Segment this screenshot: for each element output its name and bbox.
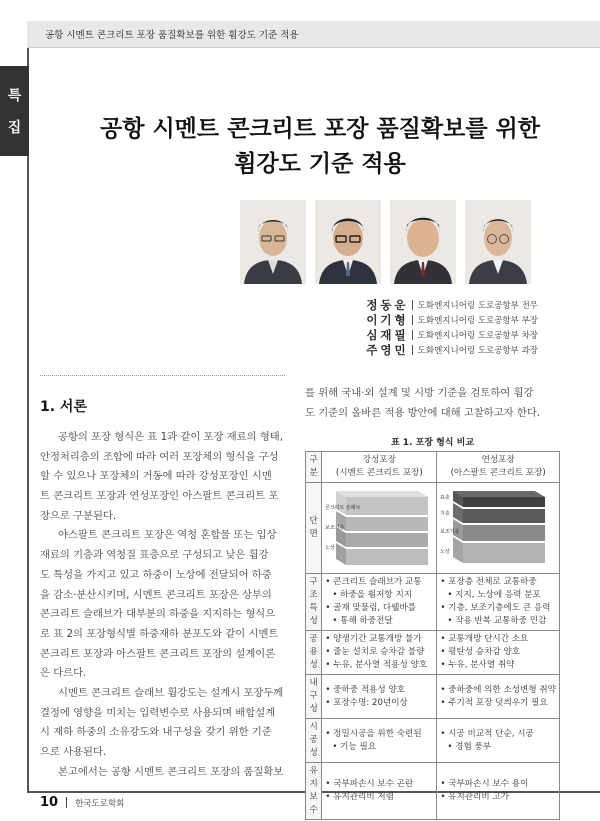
cell-item: • 교통개방 단시간 소요 [440,633,556,646]
cell-item-cont [325,741,433,754]
header-flexible-line1: 연성포장 [481,455,515,465]
row-category: 공용성 [306,631,322,675]
cell-item: • 국부파손시 보수 곤란 [325,778,433,791]
body-line: 야스팔트 콘크리트 포장은 역청 혼합물 또는 입상 [58,529,277,542]
article-title-line1: 공항 시멘트 콘크리트 포장 품질확보를 위한 [100,116,540,142]
table-row-section [306,483,560,574]
author-name: 이기형 [366,312,409,327]
row-category-line: 유지 [309,766,318,789]
body-line: 결정에 영향을 미치는 입력변수로 사용되며 배합설계 [40,706,276,719]
row-category [306,574,322,631]
rigid-cell [322,763,437,820]
cell-item-cont [325,589,433,602]
flexible-cell [437,763,560,820]
rigid-cell [322,631,437,675]
author-photo-2 [315,200,381,284]
rigid-cell [322,719,437,763]
body-line: 를 위해 국내·외 설계 및 시방 기준을 검토하여 휨강 [305,387,534,399]
body-line: 로 표 2의 포장형식별 하중재하 분포도와 같이 시멘트 [40,627,279,640]
body-line: 트 콘크리트 포장과 연성포장인 아스팔트 콘크리트 포 [40,490,279,503]
table-row-constructability [306,719,560,763]
cell-item-cont [325,615,433,628]
cell-item-cont [440,741,556,754]
cell-item: • 기층, 보조기층에도 큰 응력 [440,602,556,615]
body-line: 재료의 기층과 역청질 표층으로 구성되고 낮은 휨강 [40,549,269,562]
header-rigid [322,452,437,483]
cell-item: • 누유, 분사열 적용성 양호 [325,659,433,672]
body-line: 시 재하 하중의 소유강도와 내구성을 갖기 위한 기준 [40,726,272,739]
author-photo-3 [390,200,456,284]
body-line: 도 기준의 올바른 적용 방안에 대해 고찰하고자 한다. [305,407,541,419]
cell-item: • 양생기간 교통개방 불가 [325,633,433,646]
rigid-layer-label: 보조기층 [325,525,345,531]
tag-char-1: 특 [7,88,22,104]
cell-item: • 누유, 분사열 취약 [440,659,556,672]
cell-item: • 포장층 전체로 교통하중 [440,576,556,589]
header-flexible-line2: (아스팔트 콘크리트 포장) [450,468,546,478]
cell-text: 작용 반복 교통하중 민감 [455,616,547,626]
flexible-section-diagram [437,483,560,574]
header-rigid-line1: 강성포장 [362,455,396,465]
table-row-serviceability [306,631,560,675]
header-flexible [437,452,560,483]
body-line: 을 감소·분산시키며, 시멘트 콘크리트 포장은 상부의 [40,588,272,601]
row-category: 시공성 [306,719,322,763]
cell-text: 지지, 노상에 응력 분포 [455,590,541,600]
body-line: 본고에서는 공항 시멘트 콘크리트 포장의 품질확보 [58,765,284,778]
cell-item: • 중하중 적용성 양호 [325,684,433,697]
body-line: 콘크리트 슬래브가 대부분의 하중을 지지하는 형식으 [40,608,276,621]
header-rigid-line2: (시멘트 콘크리트 포장) [335,468,423,478]
cell-text: 하중을 휨저항 지지 [340,590,413,600]
publisher-name: 한국도로학회 [75,798,125,809]
cell-text: 통해 하중전달 [340,616,393,626]
cell-text: 기능 필요 [340,741,377,752]
author-photo-1 [240,200,306,284]
header-category: 구분 [306,452,322,483]
cell-item: • 유지관리비 저렴 [325,791,433,804]
body-line: 으로 사용된다. [40,746,107,758]
flexible-cell [437,631,560,675]
flexible-cell [437,574,560,631]
flexible-layer-label: 표층 [440,495,451,501]
row-category-line: 구조 [309,577,318,600]
body-line: 콘크리트 포장과 아스팔트 콘크리트 포장의 설계이론 [40,647,276,660]
cell-item: • 시공 비교적 단순, 시공 [440,728,556,741]
author-separator [412,345,413,355]
cell-item: • 국부파손시 보수 용이 [440,778,556,791]
rigid-layer-label: 노상 [325,545,336,551]
author-entry [366,327,538,342]
body-line: 장으로 구분된다. [40,509,117,522]
rigid-section-diagram [322,483,437,574]
flexible-layer-label: 노상 [440,549,451,555]
author-name: 정동운 [366,297,409,312]
body-line: 공항의 포장 형식은 표 1과 같이 포장 재료의 형태, [58,431,283,443]
cell-item: • 콘크리트 슬래브가 교통 [325,576,433,589]
special-feature-tag [0,66,29,156]
body-line: 은 다르다. [40,667,87,680]
author-separator [412,315,413,325]
cell-item: • 골재 맞물림, 다웰바를 [325,602,433,615]
author-separator [412,330,413,340]
body-line: 할 수 있으나 포장체의 거동에 따라 강성포장인 시멘 [40,470,272,483]
cell-item: • 중하중에 의한 소성변형 취약 [440,684,556,697]
cell-item: • 유지관리비 고가 [440,791,556,804]
body-paragraph-right [305,383,565,423]
row-category-line: 보수 [309,792,318,815]
cell-item-cont [440,615,556,628]
table-row-durability [306,675,560,719]
body-line: 시멘트 콘크리트 슬래브 휨강도는 설계시 포장두께 [58,686,284,699]
article-title-line2: 휨강도 기준 적용 [234,151,406,177]
cell-item: • 정밀시공을 위한 숙련된 [325,728,433,741]
section-divider [40,375,285,376]
rigid-cell [322,574,437,631]
flexible-layer-label: 보조기층 [440,529,460,535]
author-name: 주영민 [366,342,409,357]
row-category: 단면 [306,483,322,574]
body-paragraph-1 [40,428,290,782]
cell-item: • 평탄성 승차감 양호 [440,646,556,659]
running-header-title: 공항 시멘트 콘크리트 포장 품질확보를 위한 휨강도 기준 적용 [45,30,299,41]
author-name: 심재필 [366,327,409,342]
page-number: 10 [40,795,59,810]
pavement-comparison-table [305,451,560,820]
body-line: 안정처리층의 조합에 따라 여러 포장체의 형식을 구성 [40,450,279,463]
author-affiliation: 도화엔지니어링 도로공항부 과장 [417,345,538,356]
author-affiliation: 도화엔지니어링 도로공항부 전무 [417,300,538,311]
flexible-cell [437,675,560,719]
author-entry [366,342,538,357]
author-separator [412,300,413,310]
table-row-structure [306,574,560,631]
rigid-layer-label: 콘크리트 슬래브 [325,505,361,511]
author-list [366,297,538,357]
cell-item-cont [440,589,556,602]
table-caption: 표 1. 포장 형식 비교 [390,438,475,448]
row-category-line: 특성 [309,603,318,626]
author-affiliation: 도화엔지니어링 도로공항부 차장 [417,330,538,341]
row-category [306,763,322,820]
flexible-layer-label: 기층 [440,511,451,517]
author-photo-4 [465,200,531,284]
cell-item: • 포장수명: 20년이상 [325,697,433,710]
flexible-cell [437,719,560,763]
author-entry [366,297,538,312]
author-entry [366,312,538,327]
body-line: 도 특성을 가지고 있고 하중이 노상에 전달되어 하중 [40,568,272,581]
footer-separator [66,797,67,808]
section-heading: 1. 서론 [40,399,87,415]
table-header-row [306,452,560,483]
tag-char-2: 집 [7,120,22,136]
page-footer [40,795,124,810]
author-affiliation: 도화엔지니어링 도로공항부 부장 [417,315,538,326]
row-category: 내구성 [306,675,322,719]
table-row-maintenance [306,763,560,820]
cell-item: • 주기적 포장 덧씌우기 필요 [440,697,556,710]
cell-text: 경험 풍부 [455,741,492,752]
cell-item: • 줄눈 설치로 승차감 불량 [325,646,433,659]
rigid-cell [322,675,437,719]
